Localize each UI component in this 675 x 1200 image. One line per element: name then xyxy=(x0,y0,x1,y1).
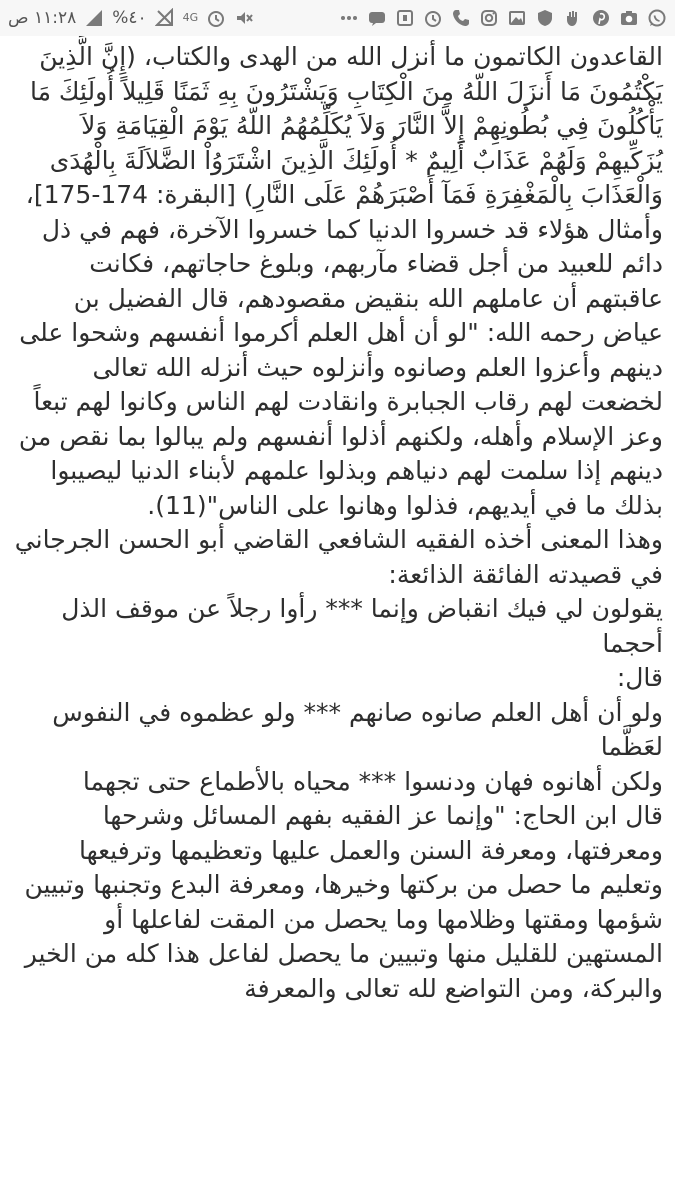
clock-time: ١١:٢٨ ص xyxy=(8,8,77,28)
verse-3: ولكن أهانوه فهان ودنسوا *** محياه بالأطماع حتى تجهما xyxy=(82,766,663,796)
alarm-icon xyxy=(206,8,226,28)
status-bar xyxy=(0,0,675,36)
paragraph-qal: قال: xyxy=(616,663,663,692)
article-body xyxy=(12,40,663,1006)
image-icon xyxy=(507,8,527,28)
puzzle-icon xyxy=(395,8,415,28)
signal-icon xyxy=(84,8,104,28)
pinterest-icon xyxy=(591,8,611,28)
camera-icon xyxy=(619,8,639,28)
chat-icon xyxy=(367,8,387,28)
paragraph-3: قال ابن الحاج: "وإنما عز الفقيه بفهم المسائل وشرحها ومعرفتها، ومعرفة السنن والعمل عليها وتعظيمها وترفيعها وتعليم ما حصل من بركتها وخيرها، ومعرفة البدع وتجنبها وتبيين شؤمها ومقتها وظلامها وما يحصل من المقت لفاعلها أو المستهين للقليل منها وتبيين ما يحصل لفاعل هذا كله من الخير والبركة، ومن التواضع لله تعالى والمعرفة xyxy=(24,801,663,1003)
paragraph-2: وهذا المعنى أخذه الفقيه الشافعي القاضي أبو الحسن الجرجاني في قصيدته الفائقة الذائعة: xyxy=(14,525,663,589)
whatsapp-icon xyxy=(647,8,667,28)
shield-icon xyxy=(535,8,555,28)
status-right xyxy=(339,8,667,28)
hand-icon xyxy=(563,8,583,28)
network-type: 4G xyxy=(182,11,199,24)
wifi-off-icon xyxy=(155,8,175,28)
alarm-icon-2 xyxy=(423,8,443,28)
battery-percent: %٤٠ xyxy=(112,8,147,28)
status-left xyxy=(8,8,254,28)
phone-icon xyxy=(451,8,471,28)
verse-1: يقولون لي فيك انقباض وإنما *** رأوا رجلاً عن موقف الذل أحجما xyxy=(61,594,663,658)
instagram-icon xyxy=(479,8,499,28)
reader-content[interactable] xyxy=(0,36,675,1200)
verse-2: ولو أن أهل العلم صانوه صانهم *** ولو عظموه في النفوس لعَظَّما xyxy=(52,697,663,761)
mute-icon xyxy=(234,8,254,28)
dots-icon xyxy=(339,8,359,28)
paragraph-1: القاعدون الكاتمون ما أنزل الله من الهدى والكتاب، (إِنَّ الَّذِينَ يَكْتُمُونَ مَا أَنزَلَ اللّهُ مِنَ الْكِتَابِ وَيَشْتَرُونَ بِهِ ثَمَنًا قَلِيلاً أُولَئِكَ مَا يَأْكُلُونَ فِي بُطُونِهِمْ إِلاَّ النَّارَ وَلاَ يُكَلِّمُهُمُ اللّهُ يَوْمَ الْقِيَامَةِ وَلاَ يُزَكِّيهِمْ وَلَهُمْ عَذَابٌ أَلِيمٌ * أُولَئِكَ الَّذِينَ اشْتَرَوُاْ الضَّلاَلَةَ بِالْهُدَى وَالْعَذَابَ بِالْمَغْفِرَةِ فَمَآ أَصْبَرَهُمْ عَلَى النَّارِ) [البقرة: 174-175]، وأمثال هؤلاء قد خسروا الدنيا كما خسروا الآخرة، فهم في ذل دائم للعبيد من أجل قضاء مآربهم، وبلوغ حاجاتهم، فكانت عاقبتهم أن عاملهم الله بنقيض مقصودهم، قال الفضيل بن عياض رحمه الله: "لو أن أهل العلم أكرموا أنفسهم وشحوا على دينهم وأعزوا العلم وصانوه وأنزلوه حيث أنزله الله تعالى لخضعت لهم رقاب الجبابرة وانقادت لهم الناس وكانوا لهم تبعاً وعز الإسلام وأهله، ولكنهم أذلوا أنفسهم ولم يبالوا بما نقص من دينهم إذا سلمت لهم دنياهم وبذلوا علمهم لأبناء الدنيا ليصيبوا بذلك ما في أيديهم، فذلوا وهانوا على الناس"(11). xyxy=(18,42,663,520)
